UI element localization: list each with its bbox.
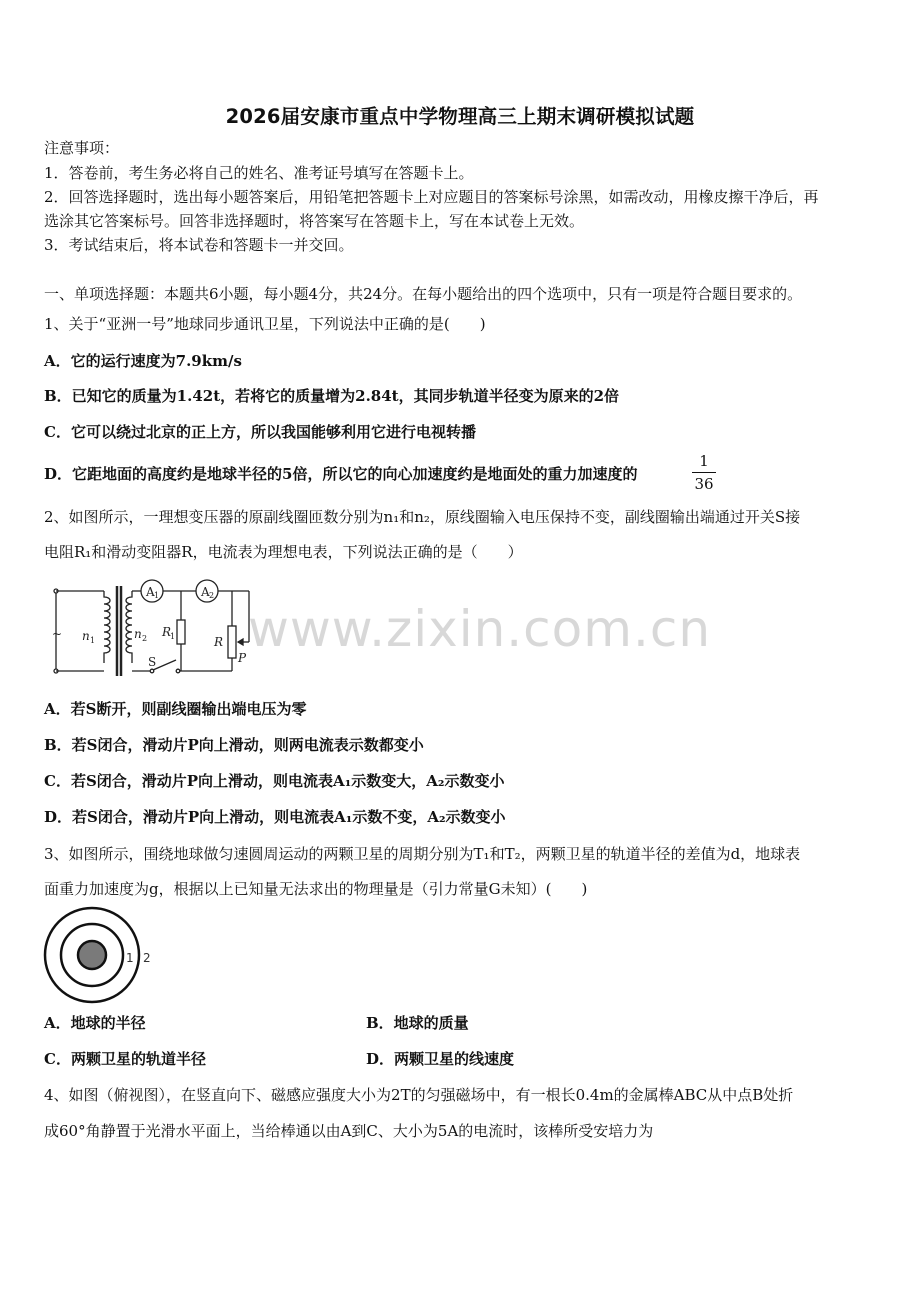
q2-stem-line1: 2、如图所示，一理想变压器的原副线圈匝数分别为n₁和n₂，原线圈输入电压保持不变，副线圈输出端通过开关S接 [44,508,801,526]
note-item-2: 2．回答选择题时，选出每小题答案后，用铅笔把答题卡上对应题目的答案标号涂黑，如需改动，用橡皮擦干净后，再 [44,188,819,206]
label-r1: R [162,625,172,639]
fraction-numerator: 1 [699,452,709,470]
label-r: R [214,635,224,649]
q3-stem-line2: 面重力加速度为g，根据以上已知量无法求出的物理量是（引力常量G未知）( ) [44,880,588,898]
q1-option-b: B．已知它的质量为1.42t，若将它的质量增为2.84t，其同步轨道半径变为原来的2倍 [44,387,620,405]
q3-option-b: B．地球的质量 [366,1014,469,1032]
ac-source-label: ~ [52,627,63,641]
q1-fraction [692,452,716,493]
q2-option-b: B．若S闭合，滑动片P向上滑动，则两电流表示数都变小 [44,736,424,754]
label-n1: n [82,629,90,643]
orbit-label-1: 1 [126,951,134,965]
switch-contact [176,669,180,673]
label-n2-sub: 2 [142,634,148,643]
primary-coil [104,591,110,663]
label-r1-sub: 1 [170,632,176,641]
q1-option-a: A．它的运行速度为7.9km/s [44,352,242,370]
label-n2: n [134,627,142,641]
label-s: S [148,655,157,669]
q3-option-d: D．两颗卫星的线速度 [366,1050,515,1068]
label-p: P [238,651,247,665]
transformer-circuit-diagram [44,576,258,686]
notes-heading: 注意事项： [44,139,120,157]
section-heading: 一、单项选择题：本题共6小题，每小题4分，共24分。在每小题给出的四个选项中，只有一项是符合题目要求的。 [44,285,803,303]
q1-stem: 1、关于“亚洲一号”地球同步通讯卫星，下列说法中正确的是( ) [44,315,486,333]
earth-icon [78,941,106,969]
q3-stem-line1: 3、如图所示，围绕地球做匀速圆周运动的两颗卫星的周期分别为T₁和T₂，两颗卫星的轨道半径的差值为d，地球表 [44,845,801,863]
q4-stem-line2: 成60°角静置于光滑水平面上，当给棒通以由A到C、大小为5A的电流时，该棒所受安培力为 [44,1122,654,1140]
r1-resistor [177,620,185,644]
q1-option-c: C．它可以绕过北京的正上方，所以我国能够利用它进行电视转播 [44,423,476,441]
fraction-denominator: 36 [694,475,714,493]
rheostat-resistor [228,626,236,658]
orbits-diagram [40,905,160,1005]
switch-blade [153,660,176,670]
q1-option-d: D．它距地面的高度约是地球半径的5倍，所以它的向心加速度约是地面处的重力加速度的 [44,465,638,483]
label-a2: A [201,585,210,599]
page-title: 2026届安康市重点中学物理高三上期末调研模拟试题 [225,105,695,128]
note-item-2-cont: 选涂其它答案标号。回答非选择题时，将答案写在答题卡上，写在本试卷上无效。 [44,212,585,230]
q4-stem-line1: 4、如图（俯视图），在竖直向下、磁感应强度大小为2T的匀强磁场中，有一根长0.4m的金属棒ABC从中点B处折 [44,1086,794,1104]
label-a2-sub: 2 [209,591,215,600]
fraction-bar [692,472,716,473]
q3-option-c: C．两颗卫星的轨道半径 [44,1050,206,1068]
q3-option-a: A．地球的半径 [44,1014,146,1032]
watermark: www.zixin.com.cn [248,600,712,658]
note-item-3: 3．考试结束后，将本试卷和答题卡一并交回。 [44,236,354,254]
slider-arrow-icon [238,639,243,645]
label-a1: A [146,585,155,599]
q2-option-d: D．若S闭合，滑动片P向上滑动，则电流表A₁示数不变，A₂示数变小 [44,808,506,826]
q2-option-a: A．若S断开，则副线圈输出端电压为零 [44,700,307,718]
q2-stem-line2: 电阻R₁和滑动变阻器R，电流表为理想电表，下列说法正确的是（ ） [44,543,523,561]
note-item-1: 1．答卷前，考生务必将自己的姓名、准考证号填写在答题卡上。 [44,164,474,182]
secondary-coil [126,591,132,663]
orbit-label-2: 2 [143,951,151,965]
label-n1-sub: 1 [90,636,96,645]
q2-option-c: C．若S闭合，滑动片P向上滑动，则电流表A₁示数变大，A₂示数变小 [44,772,505,790]
label-a1-sub: 1 [154,591,160,600]
